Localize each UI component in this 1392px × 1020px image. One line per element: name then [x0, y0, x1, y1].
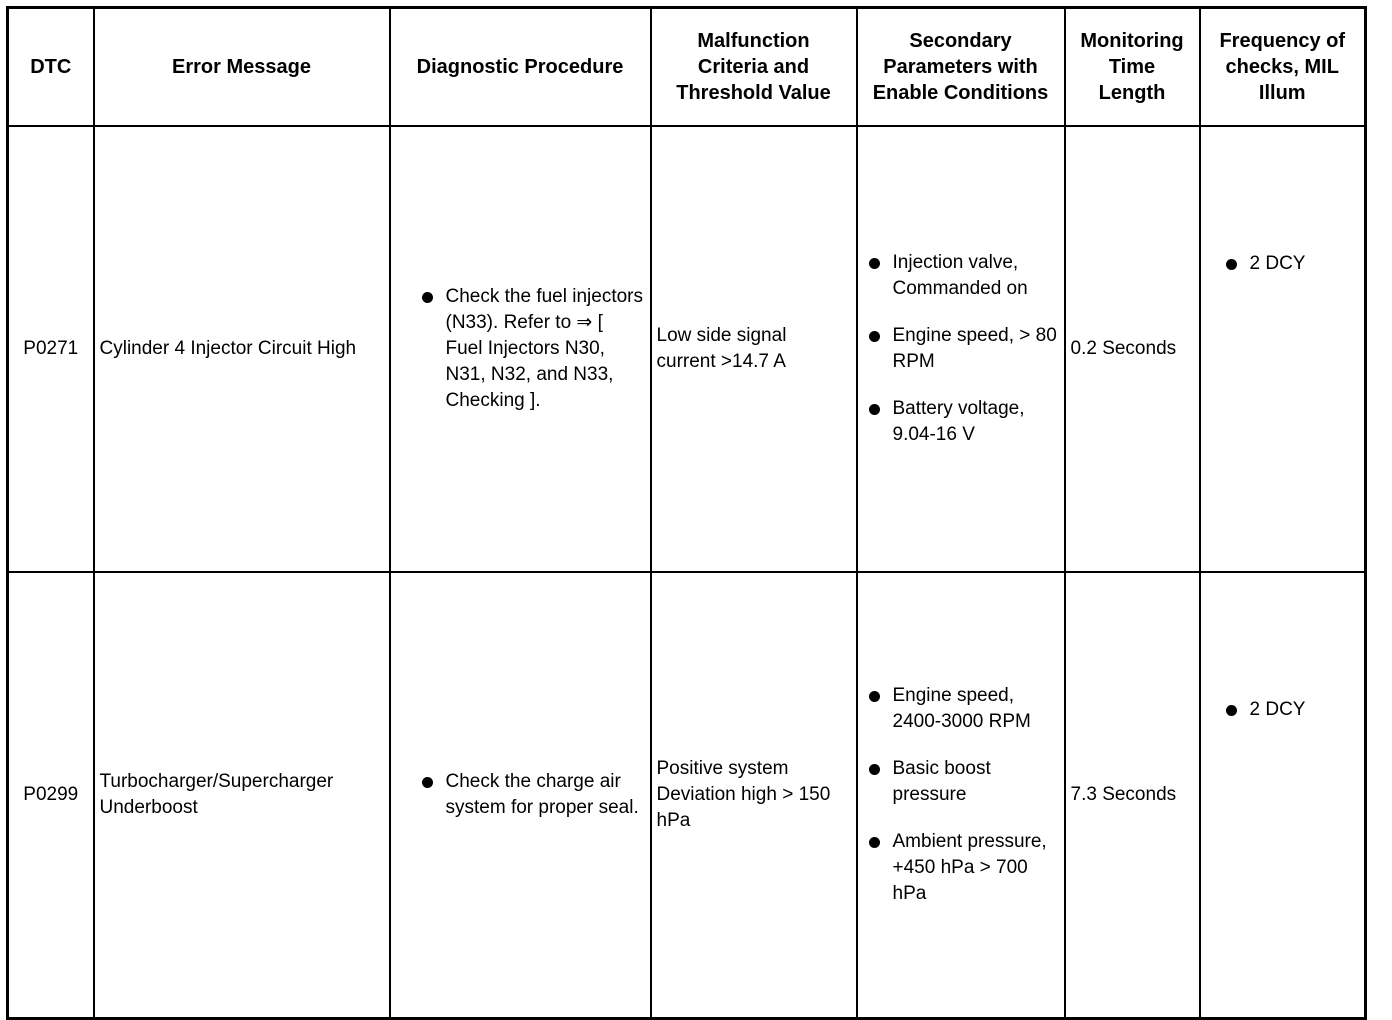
frequency-list: [1220, 697, 1360, 723]
monitoring-time: 0.2 Seconds: [1065, 126, 1200, 572]
header-secondary-parameters: Secondary Parameters with Enable Conditions: [857, 8, 1065, 127]
bullet-icon: [869, 764, 880, 775]
list-item-text: Engine speed, 2400-3000 RPM: [892, 685, 1031, 732]
list-item: [863, 396, 1059, 448]
diagnostic-procedure-list: [416, 284, 645, 414]
diagnostic-procedure: [390, 572, 651, 1019]
secondary-parameters-list: [863, 683, 1059, 907]
list-item: [1220, 251, 1360, 277]
error-message: Turbocharger/Supercharger Underboost: [94, 572, 390, 1019]
frequency: [1200, 126, 1366, 572]
bullet-icon: [1226, 259, 1237, 270]
bullet-icon: [869, 691, 880, 702]
list-item: [863, 829, 1059, 907]
list-item: [416, 769, 645, 821]
table-header-row: [8, 8, 1366, 127]
table-row: [8, 126, 1366, 572]
diagnostic-procedure: [390, 126, 651, 572]
error-message: Cylinder 4 Injector Circuit High: [94, 126, 390, 572]
table-body: [8, 126, 1366, 1019]
secondary-parameters-list: [863, 250, 1059, 448]
malfunction-criteria: Positive system Deviation high > 150 hPa: [651, 572, 857, 1019]
header-dtc: DTC: [8, 8, 94, 127]
list-item: [863, 683, 1059, 735]
bullet-icon: [869, 404, 880, 415]
table-row: [8, 572, 1366, 1019]
list-item-text: Injection valve, Commanded on: [892, 252, 1028, 299]
header-frequency: Frequency of checks, MIL Illum: [1200, 8, 1366, 127]
frequency: [1200, 572, 1366, 1019]
dtc-code: P0299: [8, 572, 94, 1019]
list-item: [863, 756, 1059, 808]
bullet-icon: [1226, 705, 1237, 716]
malfunction-criteria: Low side signal current >14.7 A: [651, 126, 857, 572]
bullet-icon: [422, 777, 433, 788]
list-item-text: Basic boost pressure: [892, 758, 991, 805]
header-diagnostic-procedure: Diagnostic Procedure: [390, 8, 651, 127]
bullet-icon: [422, 292, 433, 303]
list-item-text: 2 DCY: [1249, 253, 1306, 274]
list-item-text: Check the charge air system for proper seal.: [445, 771, 639, 818]
bullet-icon: [869, 837, 880, 848]
list-item: [416, 284, 645, 414]
list-item-text: Engine speed, > 80 RPM: [892, 325, 1057, 372]
bullet-icon: [869, 331, 880, 342]
list-item-text: Ambient pressure, +450 hPa > 700 hPa: [892, 831, 1047, 904]
list-item: [863, 323, 1059, 375]
header-malfunction-criteria: Malfunction Criteria and Threshold Value: [651, 8, 857, 127]
dtc-table: [6, 6, 1367, 1020]
secondary-parameters: [857, 572, 1065, 1019]
list-item-text: 2 DCY: [1249, 699, 1306, 720]
frequency-list: [1220, 251, 1360, 277]
bullet-icon: [869, 258, 880, 269]
list-item-text: Check the fuel injectors (N33). Refer to ⇒ [ Fuel Injectors N30, N31, N32, and N33, Checking ].: [445, 286, 643, 411]
secondary-parameters: [857, 126, 1065, 572]
header-error-message: Error Message: [94, 8, 390, 127]
monitoring-time: 7.3 Seconds: [1065, 572, 1200, 1019]
dtc-code: P0271: [8, 126, 94, 572]
header-monitoring-time: Monitoring Time Length: [1065, 8, 1200, 127]
list-item: [863, 250, 1059, 302]
list-item: [1220, 697, 1360, 723]
list-item-text: Battery voltage, 9.04-16 V: [892, 398, 1025, 445]
diagnostic-procedure-list: [416, 769, 645, 821]
